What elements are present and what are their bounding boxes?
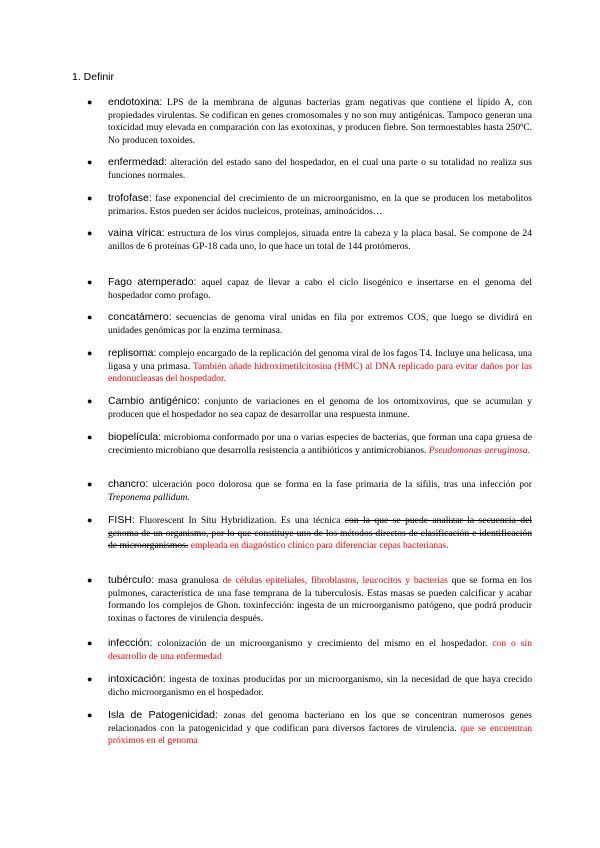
term: trofofase: [108,192,152,204]
term: vaina vírica: [108,227,165,239]
bullet-icon: ● [87,432,93,442]
definition: aquel capaz de llevar a cabo el ciclo lisogénico e insertarse en el genoma del hospedador como profago. [108,277,532,301]
list-item [72,709,532,748]
list-item [72,514,532,553]
correction-note: También añade hidroximetilcitosina (HMC) al DNA replicado para evitar daños por las endonucleasas del hospedador. [108,360,532,385]
correction-note: de células epiteliales, fibroblastos, leucocitos y bacterias [222,575,448,586]
list-item [72,347,532,386]
list-item [72,431,532,457]
term: chancro: [108,478,149,490]
definition: fase exponencial del crecimiento de un microorganismo, en la que se producen los metabolitos primarios. Estos pueden ser ácidos nucleicos, proteínas, aminoácidos… [108,193,532,217]
bullet-icon: ● [87,97,93,107]
definition: secuencias de genoma viral unidas en fila por extremos COS, que luego se dividirá en unidades genómicas por la enzima terminasa. [108,312,532,336]
list-item [72,637,532,663]
term: biopelícula: [108,431,162,443]
definition: estructura de los virus complejos, situada entre la cabeza y la placa basal. Se compone de 24 anillos de 6 proteínas GP-18 cada uno, lo que hace un total de 144 protómeros. [108,228,532,252]
definition: colonización de un microorganismo y crecimiento del mismo en el hospedador. [152,638,493,649]
term: FISH: [108,514,135,526]
list-item [72,96,532,148]
term: tubérculo: [108,574,155,586]
definition: zonas del genoma bacteriano en los que se concentran numerosos genes relacionados con la patogenicidad y que codifican para diversos factores de virulencia. [108,710,533,734]
correction-note: que se encuentran próximos en el genoma [108,722,532,747]
list-item [72,276,532,302]
bullet-icon: ● [87,193,93,203]
definition: masa granulosa [154,575,223,586]
list-item [72,192,532,218]
bullet-icon: ● [87,348,93,358]
definition: microbioma conformado por una o varias especies de bacterias, que forman una capa gruesa de crecimiento microbiano que desarrolla resistencia a antibióticos y antimicrobianos. [108,432,532,456]
term: infección: [108,637,153,649]
bullet-icon: ● [87,312,93,322]
bullet-icon: ● [87,575,93,585]
struck-text: con la que se puede analizar la secuencia del genoma de un organismo, por lo que constituye uno de los métodos directos de clasificación e identificación de microorganismos. [108,515,532,552]
bullet-icon: ● [87,479,93,489]
list-item [72,227,532,253]
definition: LPS de la membrana de algunas bacterias gram negativas que contiene el lípido A, con propiedades virulentas. Se codifican en genes cromosomales y no son muy antigénicas. Tampoco generan una toxicidad muy elevada en comparación con las exotoxinas, y producen fiebre. Son termoestables hasta 250ºC. No producen toxoides. [108,97,532,147]
list-item [72,574,532,626]
definition: complejo encargado de la replicación del genoma viral de los fagos T4. Incluye una helicasa, una ligasa y una primasa. [108,348,532,372]
definition-cont: que se forma en los pulmones, característica de una fase temprana de la tuberculosis. Estas masas se pueden calcificar y acabar formando los complejos de Ghon. toxinfección: ingesta de un microorganismo patógeno, que podrá producir toxinas o factores de virulencia después. [108,575,532,625]
section-heading: 1. Definir [72,71,115,83]
term: Cambio antigénico: [108,395,200,407]
species-name: Treponema pallidum. [108,491,190,503]
term: Fago atemperado: [108,276,197,288]
definition: ulceración poco dolorosa que se forma en la fase primaria de la sífilis, tras una infección por [148,479,532,490]
list-item [72,478,532,504]
species-note: Pseudomonas aeruginosa. [428,444,531,456]
bullet-icon: ● [87,710,93,720]
bullet-icon: ● [87,638,93,648]
list-item [72,673,532,699]
bullet-icon: ● [87,277,93,287]
definition: alteración del estado sano del hospedador, en el cual una parte o su totalidad no realiza sus funciones normales. [108,157,532,181]
bullet-icon: ● [87,515,93,525]
definition: ingesta de toxinas producidas por un microorganismo, sin la necesidad de que haya crecido dicho microorganismo en el hospedador. [108,674,532,698]
bullet-icon: ● [87,228,93,238]
list-item [72,156,532,182]
list-item [72,311,532,337]
definition: conjunto de variaciones en el genoma de los ortomixovirus, que se acumulan y producen que el hospedador no sea capaz de desarrollar una respuesta inmune. [108,396,532,420]
list-item [72,395,532,421]
term: Isla de Patogenicidad: [108,709,218,721]
term: intoxicación: [108,673,166,685]
term: concatámero: [108,311,172,323]
term: replisoma: [108,347,157,359]
bullet-icon: ● [87,157,93,167]
bullet-icon: ● [87,396,93,406]
bullet-icon: ● [87,674,93,684]
correction-note: con o sin desarrollo de una enfermedad [108,638,532,662]
definition: Fluorescent In Situ Hybridization. Es una técnica [134,515,345,526]
term: endotoxina: [108,96,163,108]
term: enfermedad: [108,156,167,168]
correction-note: empleada en diagnóstico clínico para diferenciar cepas bacterianas. [188,540,449,552]
